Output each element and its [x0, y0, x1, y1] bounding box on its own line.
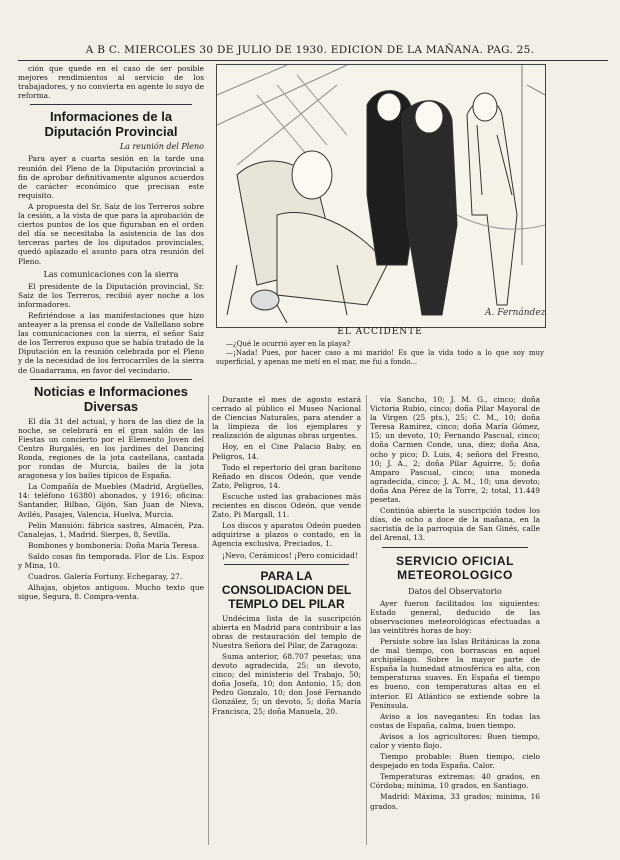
- diputacion-paragraph: Para ayer a cuarta sesión en la tarde una reunión del Pleno de la Diputación provincial a fin de aprobar definitivamente algunos acuerdos de carácter económico que precisan este requisito.: [18, 154, 204, 200]
- separator: [224, 564, 349, 565]
- noticias-paragraph: Pelín Mansión: fábrica sastres, Almacén, Pza. Canalejas, 1, Madrid. Sierpes, 8, Sevilla.: [18, 520, 204, 539]
- cartoon-caption: EL ACCIDENTE: [337, 327, 423, 337]
- pilar-paragraph: Undécima lista de la suscripción abierta en Madrid para contribuir a las obras de restauración del templo de Nuestra Señora del Pilar, de Zaragoza:: [212, 613, 361, 650]
- column-divider: [366, 395, 367, 845]
- noticias-paragraph: La Compañía de Muebles (Madrid, Argüelles, 14: teléfono 16380) abonados, y 1916; oficina: Santander, Bilbao, Gijón, San Juan de Nieva, Avilés, Pasajes, Valencia, Huelva, Murcia.: [18, 482, 204, 519]
- cartoon-drawing: [217, 65, 545, 327]
- pilar-paragraph: Suma anterior, 68.707 pesetas; una devoto agradecida, 25; un devoto, cinco; del ministerio del Trabajo, 50; doña Josefa, 10; don Antonio, 15; don Pedro Gonzalo, 10; don José Fernando González, 5; un devoto, 5; doña María Francisca, 25; doña Manuela, 20.: [212, 651, 361, 716]
- cartoon-illustration: [216, 64, 546, 328]
- meteo-paragraph: Avisos a los agricultores: Buen tiempo, calor y viento flojo.: [370, 731, 540, 750]
- noticias-paragraph: Cuadros. Galería Fortuny. Echegaray, 27.: [28, 572, 183, 582]
- meteo-paragraph: Temperaturas extremas: 40 grados, en Córdoba; mínima, 10 grados, en Santiago.: [370, 772, 540, 791]
- column-divider: [208, 395, 209, 845]
- cartoon-dialog: [216, 340, 544, 367]
- pilar-list-paragraph: Continúa abierta la suscripción todos los días, de ocho a doce de la mañana, en la sacristía de la parroquia de San Ginés, calle del Arenal, 13.: [370, 506, 540, 543]
- pilar-list-paragraph: vía Sancho, 10; J. M. G., cinco; doña Victoria Rubio, cinco; doña Pilar Mayoral de la Virgen (25 pts.), 25; C. M., 10; doña Teresa Ramírez, cinco; doña María Gómez, 15; un devoto, 10; Fernando Pascual, cinco; doña Carmen Conde, una, diez; doña Ana, ocho y pico; D. Luis, 4; señora del Fresno, 10; J. A., 2; doña Pilar Aguirre, 5; doña Amparo Pascual, cinco; una moneda agradecida, cinco; J. A. M., 10; una devoto; doña Ana Pérez de la Torre, 2; total, 11.449 pesetas.: [370, 395, 540, 505]
- meteo-paragraph: Madrid: Máxima, 33 grados; mínima, 16 grados.: [370, 792, 540, 811]
- diputacion-paragraph: A propuesta del Sr. Saiz de los Terreros sobre la cesión, a la vista de que para la aprobación de ciertos puntos de los que figuraban en el orden del día se necesitaba la asistencia de las dos terceras partes de los diputados provinciales, quedó aplazado el asunto para otra reunión del Pleno.: [18, 201, 204, 266]
- notice-paragraph: Todo el repertorio del gran barítono Reñado en discos Odeón, que vende Zato, Peligros, 14.: [212, 462, 361, 490]
- meteo-paragraph: Persiste sobre las Islas Británicas la zona de mal tiempo, con borrascas en aquel archipiélago. Sobre la mayor parte de España la humedad atmosférica es alta, con temperaturas suaves. En España el tiempo es bueno, con temperaturas altas en el interior. El Atlántico se extiende sobre la Península.: [370, 636, 540, 710]
- meteo-title: SERVICIO OFICIAL METEOROLOGICO: [395, 553, 515, 582]
- artist-signature: A. Fernández: [485, 308, 545, 318]
- notice-paragraph: Hoy, en el Cine Palacio Baby, en Peligros, 14.: [212, 442, 361, 461]
- notice-paragraph: Durante el mes de agosto estará cerrado al público el Museo Nacional de Ciencias Naturales, para atender a la limpieza de los ejemplares y realización de algunas obras urgentes.: [212, 395, 361, 441]
- meteo-paragraph: Ayer fueron facilitados los siguientes: Estado general, deducido de las observaciones meteorológicas efectuadas a las veintitrés horas de hoy:: [370, 598, 540, 635]
- column-3: [370, 395, 540, 855]
- column-2: [212, 395, 361, 855]
- noticias-paragraph: Alhajas, objetos antiguos. Mucho texto que sigue, Segura, 8. Compra-venta.: [18, 583, 204, 602]
- column-1: [18, 64, 204, 854]
- page-header: A B C. MIERCOLES 30 DE JULIO DE 1930. EDICION DE LA MAÑANA. PAG. 25.: [85, 44, 535, 56]
- noticias-title: Noticias e Informaciones Diversas: [34, 383, 188, 414]
- notice-paragraph: Escuche usted las grabaciones más recientes en discos Odeón, que vende Zato, Pi Margall, 11.: [212, 491, 361, 520]
- notice-paragraph: Los discos y aparatos Odeón pueden adquirirse a plazos o contado, en la Agencia exclusiva, Preciados, 1.: [212, 521, 361, 549]
- observatorio-subtitle: Datos del Observatorio: [408, 586, 502, 596]
- noticias-paragraph: Saldo cosas fin temporada. Flor de Lis. Espoz y Mina, 10.: [18, 551, 204, 571]
- diputacion-subtitle: La reunión del Pleno: [119, 142, 204, 152]
- diputacion-title: Informaciones de la Diputación Provincial: [44, 109, 178, 140]
- comunicaciones-subtitle: Las comunicaciones con la sierra: [43, 269, 179, 279]
- pilar-title: PARA LA CONSOLIDACION DEL TEMPLO DEL PILAR: [221, 568, 352, 611]
- dialog-line: —¡Nada! Pues, por hacer caso a mi marido! Es que la vida todo a lo que soy muy superficial, y apenas me metí en el mar, me fui a fondo...: [216, 349, 544, 366]
- intro-paragraph: ción que quede en el caso de ser posible mejores rendimientos al servicio de los trabajadores, y no convierta en agente lo suyo de reforma.: [18, 64, 204, 101]
- comunicaciones-paragraph: El presidente de la Diputación provincial, Sr. Saiz de los Terreros, recibió ayer noche a los informadores.: [18, 281, 204, 309]
- separator: [30, 379, 192, 380]
- comunicaciones-paragraph: Refiriéndose a las manifestaciones que hizo anteayer a la prensa el conde de Vallellano sobre las comunicaciones con la sierra, el señor Saiz de los Terreros expuso que se había tratado de la Diputación en la reunión celebrada por el Pleno y de la necesidad de los ferrocarriles de la sierra de Guadarrama, en favor del vecindario.: [18, 310, 204, 375]
- meteo-paragraph: Tiempo probable: Buen tiempo, cielo despejado en toda España. Calor.: [370, 752, 540, 771]
- noticias-paragraph: El día 31 del actual, y hora de las diez de la noche, se celebrará en el gran salón de las Fiestas un concierto por el Elemento Joven del Centro Burgalés, en los jardines del Dancing Ronda, regiones de la jota castellana, cantada por rondas de Murcia, bailes de la jota aragonesa y los bailes típicos de España.: [18, 416, 204, 481]
- notice-paragraph: ¡Nevo, Cerámicos! ¡Pero comicidad!: [222, 550, 358, 560]
- separator: [382, 547, 528, 548]
- header-rule: [18, 60, 608, 61]
- meteo-paragraph: Aviso a los navegantes: En todas las costas de España, calma, buen tiempo.: [370, 711, 540, 730]
- separator: [30, 104, 192, 105]
- noticias-paragraph: Bombones y bombonería: Doña María Teresa.: [28, 540, 200, 550]
- dialog-line: —¿Qué le ocurrió ayer en la playa?: [226, 340, 351, 348]
